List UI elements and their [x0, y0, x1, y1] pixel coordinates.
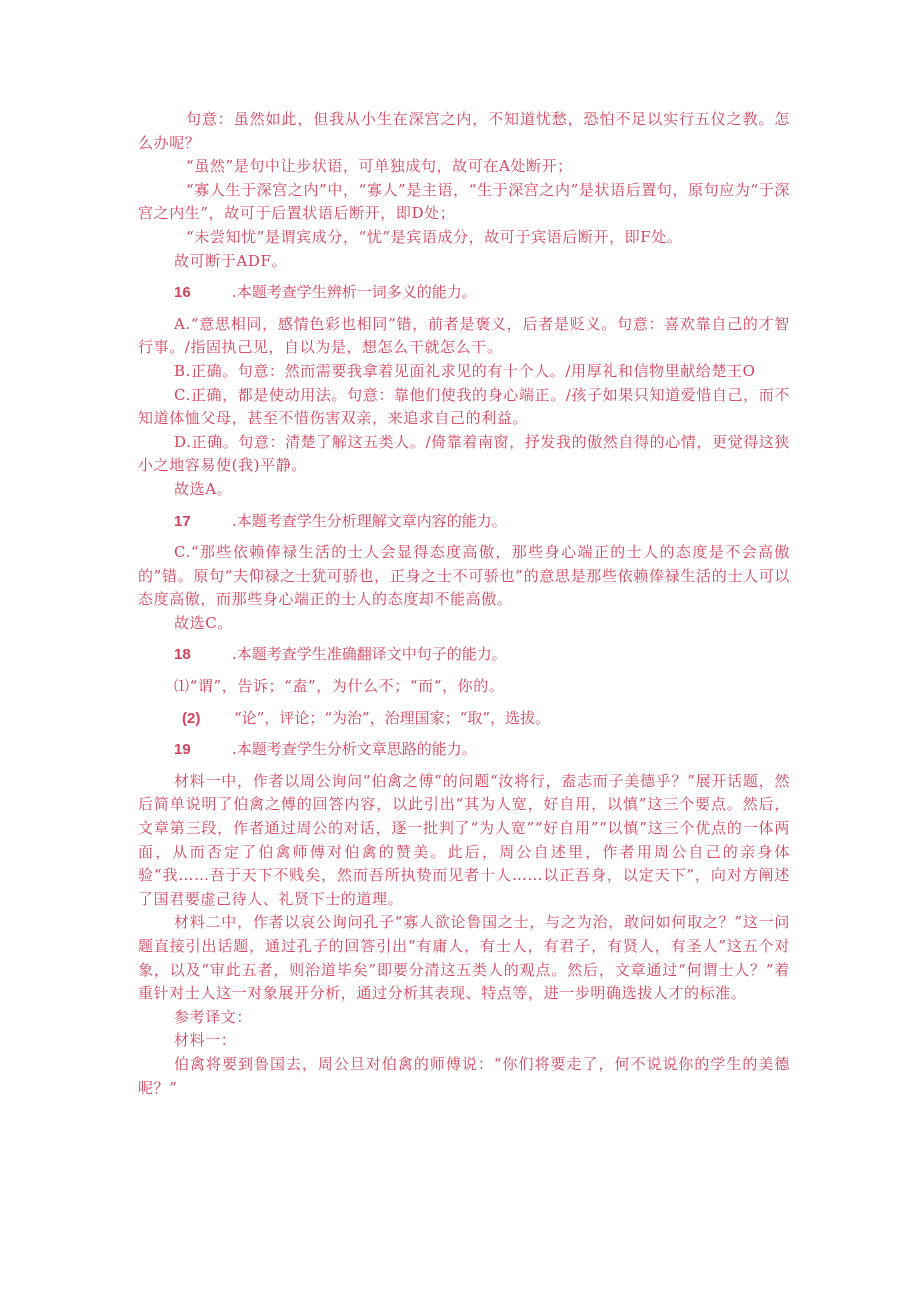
answer-16-a: A.“意思相同，感情色彩也相同”错，前者是褒义，后者是贬义。句意：喜欢靠自己的才智行事。/指固执己见，自以为是，想怎么干就怎么干。 [138, 314, 790, 357]
question-desc: .本题考查学生分析文章思路的能力。 [232, 740, 477, 759]
reference-translation-title: 参考译文： [174, 1007, 253, 1026]
answer-18-part-2 [138, 707, 790, 731]
analysis-a: “虽然”是句中让步状语，可单独成句，故可在A处断开； [186, 157, 573, 176]
question-18-heading [138, 643, 790, 667]
question-number: 18 [174, 646, 191, 664]
question-17-heading [138, 510, 790, 534]
answer-16-b: B.正确。句意：然而需要我拿着见面礼求见的有十个人。/用厚礼和信物里献给楚王O [174, 361, 756, 380]
answer-18-part-1: ⑴“谓”，告诉；“盍”，为什么不；“而“，你的。 [174, 677, 505, 696]
analysis-f: “未尝知忧”是谓宾成分，“忧”是宾语成分，故可于宾语后断开，即F处。 [186, 227, 683, 246]
question-number: 16 [174, 284, 191, 302]
answer-16-d: D.正确。句意：清楚了解这五类人。/倚靠着南窗，抒发我的傲然自得的心情，更觉得这狭小之地容易使(我)平静。 [138, 432, 790, 475]
document-body [138, 108, 790, 1100]
question-16-heading [138, 281, 790, 305]
question-19-heading [138, 738, 790, 762]
answer-17-c: C.“那些依赖俸禄生活的士人会显得态度高傲，那些身心端正的士人的态度是不会高傲的”错。原句“夫仰禄之士犹可骄也，正身之士不可骄也”的意思是那些依赖俸禄生活的士人可以态度高傲，而那些身心端正的士人的态度却不能高傲。 [138, 543, 790, 609]
question-number: 19 [174, 741, 191, 759]
sentence-meaning: 句意：虽然如此，但我从小生在深宫之内，不知道忧愁，恐怕不足以实行五仪之教。怎么办呢？ [138, 110, 790, 152]
answer-16-c: C.正确，都是使动用法。句意：靠他们使我的身心端正。/孩子如果只知道爱惜自己，而不知道体恤父母，甚至不惜伤害双亲，来追求自己的利益。 [138, 385, 790, 428]
analysis-d: “寡人生于深宫之内”中，“寡人”是主语，“生于深宫之内”是状语后置句，原句应为“于深宫之内生”，故可于后置状语后断开，即D处； [138, 180, 790, 223]
answer-19-material-1: 材料一中，作者以周公询问“伯禽之傅”的问题“汝将行，盍志而子美德乎？”展开话题，然后简单说明了伯禽之傅的回答内容，以此引出“其为人宽，好自用，以慎”这三个要点。然后，文章第三段，作者通过周公的对话，逐一批判了“为人宽”“好自用”“以慎”这三个优点的一体两面，从而否定了伯禽师傅对伯禽的赞美。此后，周公自述里，作者用周公自己的亲身体验“我……吾于天下不贱矣，然而吾所执贽而见者十人……以正吾身，以定天下”，向对方阐述了国君要虚己待人、礼贤下士的道理。 [138, 771, 790, 908]
reference-translation-text: 伯禽将要到鲁国去，周公旦对伯禽的师傅说：“你们将要走了，何不说说你的学生的美德呢？” [138, 1054, 790, 1097]
part-number: (2) [182, 709, 201, 727]
answer-16-selection: 故选A。 [174, 479, 233, 498]
conclusion-15: 故可断于ADF。 [174, 251, 288, 270]
question-desc: .本题考查学生准确翻译文中句子的能力。 [232, 645, 507, 664]
question-desc: .本题考查学生分析理解文章内容的能力。 [232, 511, 507, 530]
reference-material-1-label: 材料一： [174, 1031, 237, 1050]
part-text: “论”，评论；“为治”，治理国家；“取”，选拔。 [234, 708, 551, 727]
answer-19-material-2: 材料二中，作者以哀公询问孔子“寡人欲论鲁国之士，与之为治，敢问如何取之？”这一问题直接引出话题，通过孔子的回答引出“有庸人，有士人，有君子，有贤人，有圣人”这五个对象，以及“审此五者，则治道毕矣”即要分清这五类人的观点。然后，文章通过“何谓士人？”着重针对士人这一对象展开分析，通过分析其表现、特点等，进一步明确选拔人才的标准。 [138, 913, 790, 1003]
question-number: 17 [174, 512, 191, 530]
question-desc: .本题考查学生辨析一词多义的能力。 [232, 283, 477, 302]
answer-17-selection: 故选C。 [174, 613, 233, 632]
